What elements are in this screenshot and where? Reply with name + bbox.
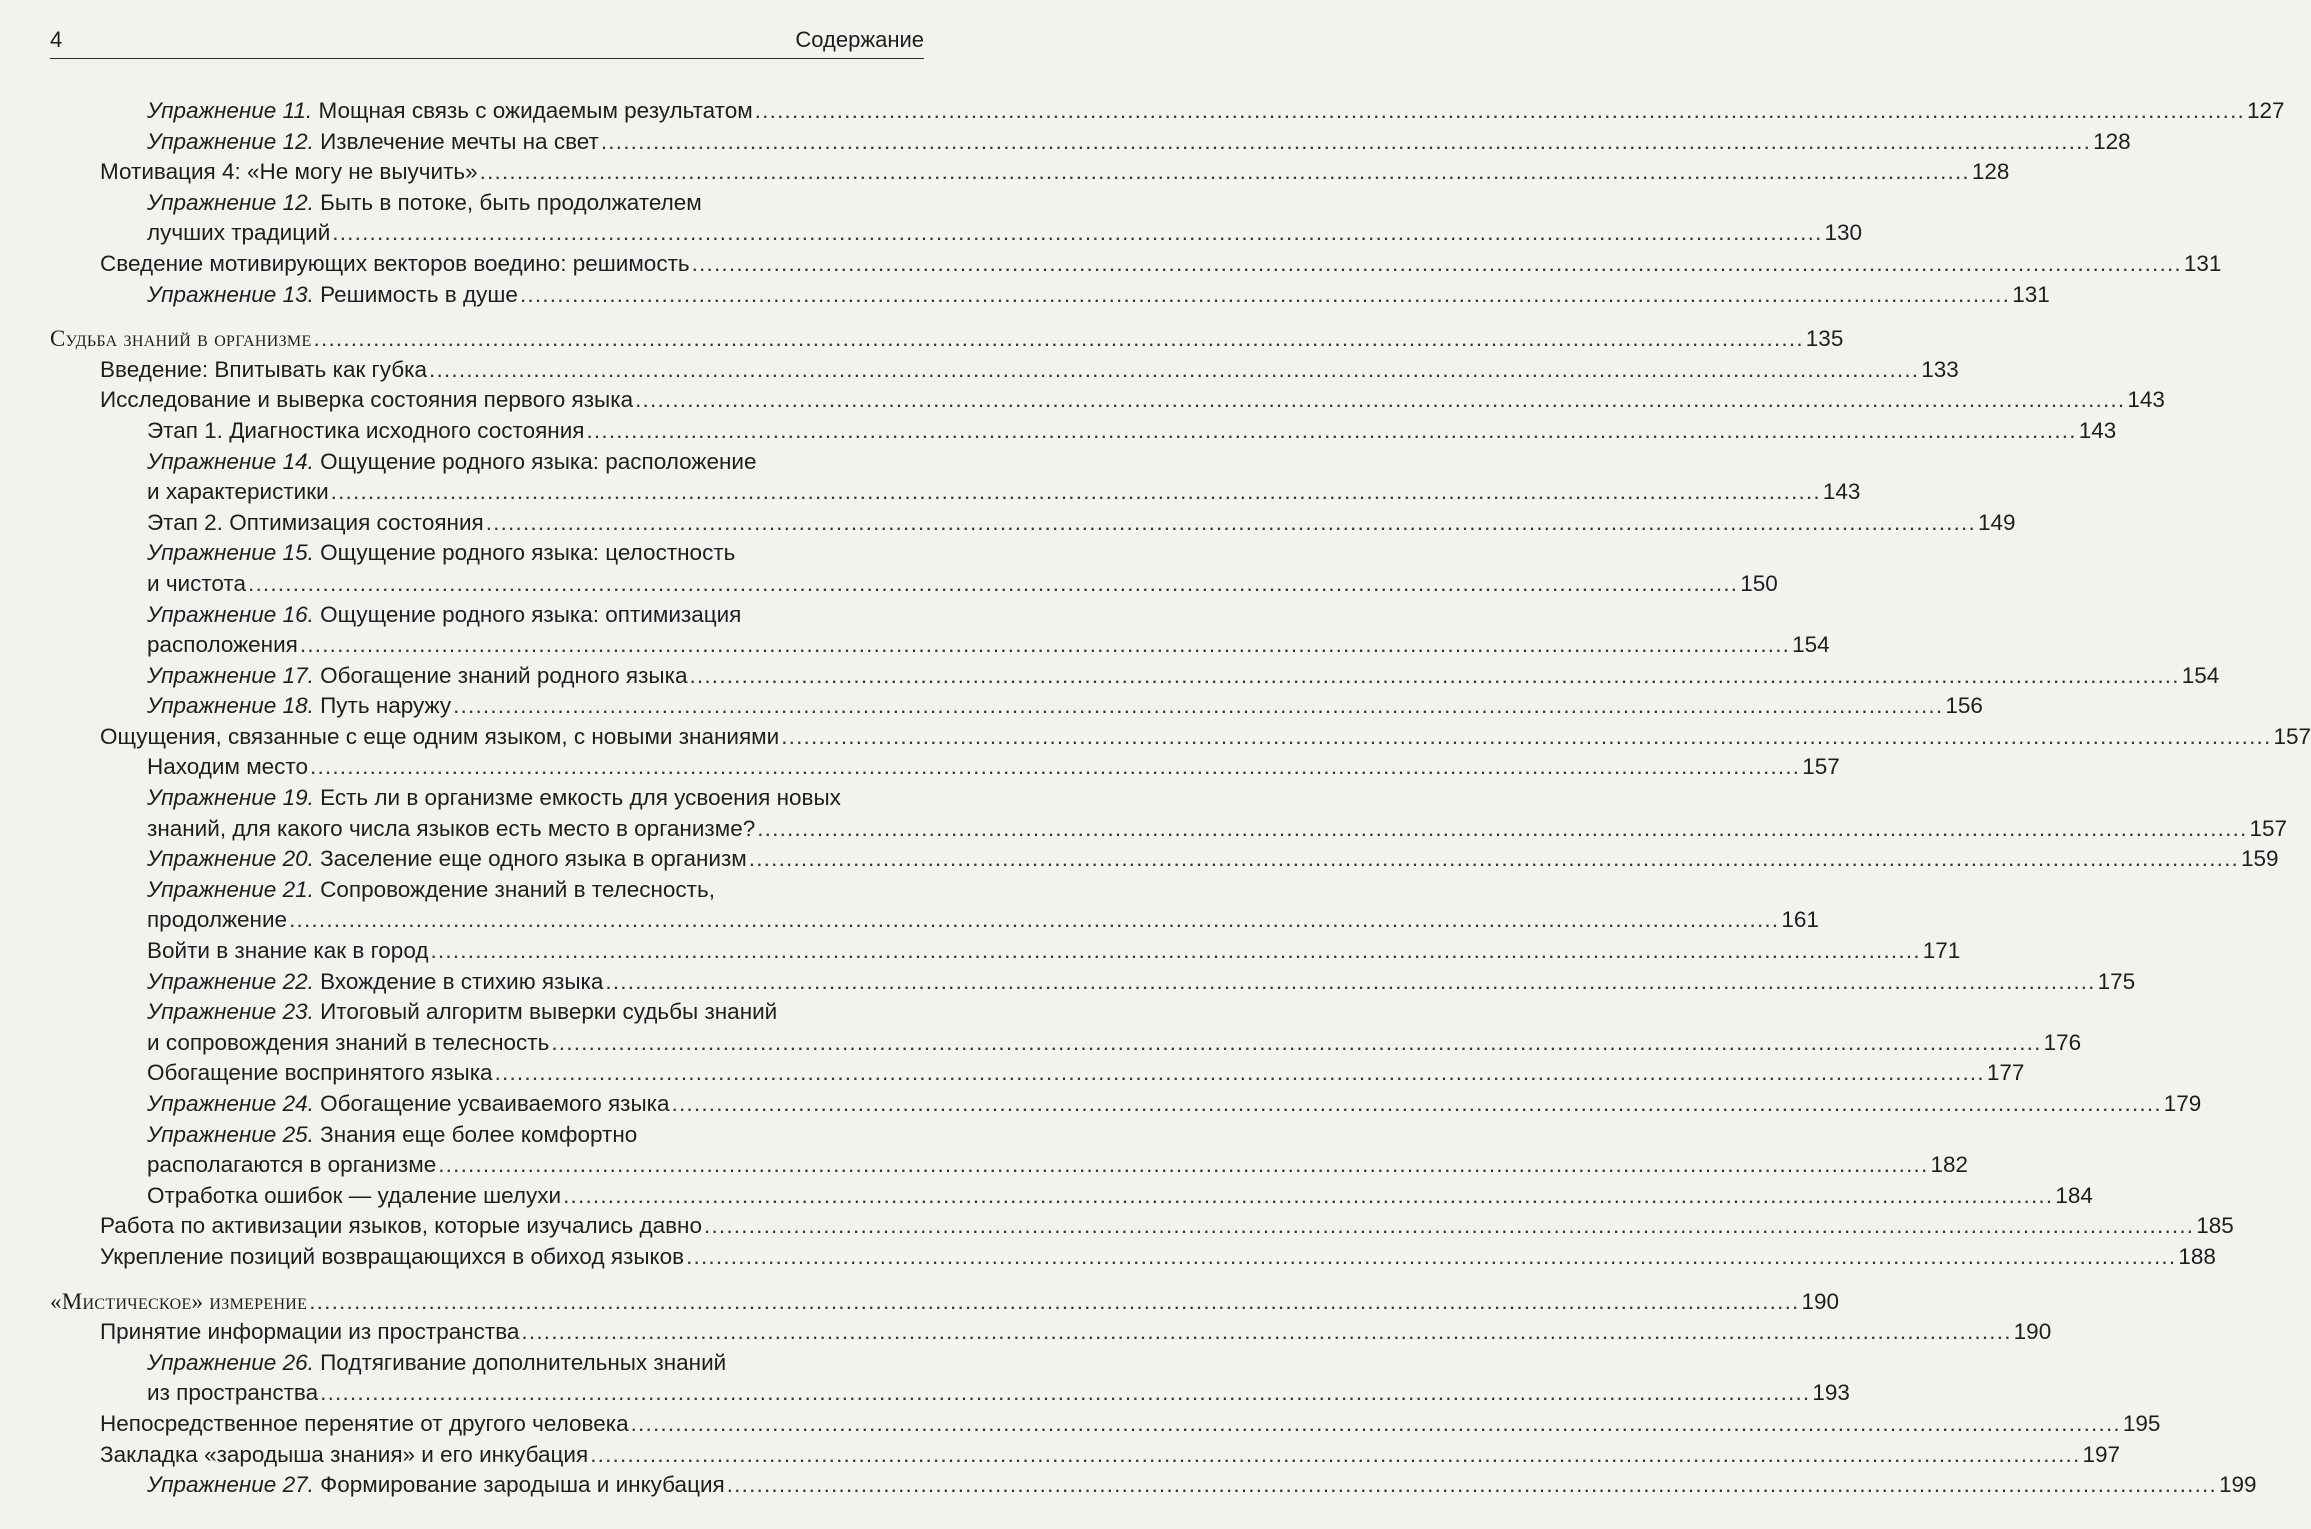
entry-title: Путь наружу: [320, 693, 452, 719]
toc-entry: [50, 1242, 2216, 1273]
dot-leader: ........................................................................................................................................................................................................: [748, 846, 2240, 872]
toc-page-number: 131: [2012, 281, 2050, 307]
toc-entry: [50, 188, 924, 219]
toc-entry-text: [147, 569, 246, 600]
toc-entry-text: [147, 967, 603, 998]
exercise-label: Упражнение 12.: [147, 128, 314, 154]
dot-leader: ........................................................................................................................................................................................................: [754, 98, 2245, 123]
dot-leader: ........................................................................................................................................................................................................: [289, 907, 1780, 933]
toc-entry-text: [147, 936, 428, 967]
exercise-label: Упражнение 21.: [147, 876, 314, 902]
entry-title: Непосредственное перенятие от другого человека: [100, 1410, 629, 1436]
dot-leader: ........................................................................................................................................................................................................: [519, 281, 2011, 307]
toc-page-number: 128: [2093, 128, 2131, 154]
toc-entry-text: [147, 218, 330, 249]
dot-leader: ........................................................................................................................................................................................................: [309, 1288, 1800, 1314]
toc-entry: [50, 967, 2136, 998]
toc-page-number: 154: [1792, 632, 1830, 658]
dot-leader: ........................................................................................................................................................................................................: [686, 1243, 2177, 1269]
entry-title: Обогащение усваиваемого языка: [320, 1091, 670, 1116]
entry-title: располагаются в организме: [147, 1152, 437, 1178]
toc-entry-text: [147, 997, 777, 1028]
toc-page-number: 133: [1921, 356, 1959, 382]
toc-entry-text: [147, 1089, 670, 1120]
entry-title: Этап 1. Диагностика исходного состояния: [147, 417, 585, 443]
dot-leader: ........................................................................................................................................................................................................: [689, 662, 2180, 688]
dot-leader: ........................................................................................................................................................................................................: [430, 938, 1921, 964]
dot-leader: ........................................................................................................................................................................................................: [726, 1472, 2217, 1498]
exercise-label: Упражнение 16.: [147, 601, 314, 627]
toc-entry: [50, 752, 1840, 783]
toc-entry-text: [147, 600, 741, 631]
toc-page-number: 175: [2097, 968, 2136, 994]
toc-page-number: 193: [1812, 1380, 1850, 1406]
entry-title: Судьба знаний в организме: [50, 326, 312, 352]
toc-entry: [50, 508, 2016, 539]
toc-entry-text: [147, 416, 584, 447]
toc-page-number: 150: [1740, 570, 1778, 596]
toc-entry: [50, 905, 1819, 936]
entry-title: Вхождение в стихию языка: [320, 968, 604, 994]
dot-leader: ........................................................................................................................................................................................................: [494, 1060, 1985, 1086]
exercise-label: Упражнение 14.: [147, 448, 314, 474]
toc-entry: [50, 280, 2050, 311]
entry-title: Обогащение знаний родного языка: [320, 662, 688, 688]
entry-title: и сопровождения знаний в телесность: [147, 1029, 550, 1055]
toc-page-number: 149: [1977, 509, 2016, 535]
entry-title: Исследование и выверка состояния первого языка: [100, 387, 634, 413]
toc-page-number: 184: [2055, 1182, 2093, 1208]
toc-entry-text: [50, 1287, 307, 1318]
entry-title: продолжение: [147, 907, 288, 933]
toc-entry: [50, 936, 1961, 967]
entry-title: знаний, для какого числа языков есть место в организме?: [147, 815, 756, 841]
entry-title: и чистота: [147, 570, 246, 596]
exercise-label: Упражнение 15.: [147, 540, 314, 566]
entry-title: Войти в знание как в город: [147, 938, 429, 964]
toc-entry: [50, 783, 924, 814]
entry-title: Мощная связь с ожидаемым результатом: [318, 98, 753, 123]
toc-entry-text: [147, 127, 599, 158]
entry-title: Ощущения, связанные с еще одним языком, с новыми знаниями: [100, 723, 780, 749]
dot-leader: ........................................................................................................................................................................................................: [671, 1091, 2162, 1116]
dot-leader: ........................................................................................................................................................................................................: [630, 1410, 2121, 1436]
toc-entry-text: [147, 875, 715, 906]
dot-leader: ........................................................................................................................................................................................................: [551, 1029, 2042, 1055]
dot-leader: ........................................................................................................................................................................................................: [757, 815, 2248, 841]
toc-page-number: 127: [2246, 98, 2285, 123]
entry-title: Введение: Впитывать как губка: [100, 356, 428, 382]
dot-leader: ........................................................................................................................................................................................................: [248, 570, 1739, 596]
toc-page-number: 161: [1781, 907, 1819, 933]
toc-entry-text: [100, 1211, 702, 1242]
running-header: [50, 22, 924, 59]
toc-entry: [50, 355, 1959, 386]
toc-entry-text: [147, 280, 518, 311]
toc-entry-text: [147, 814, 755, 845]
entry-title: Ощущение родного языка: оптимизация: [320, 601, 742, 627]
exercise-label: Упражнение 27.: [147, 1472, 314, 1498]
toc-entry: [50, 1378, 1850, 1409]
toc-entry-text: [147, 783, 841, 814]
entry-title: Отработка ошибок — удаление шелухи: [147, 1182, 562, 1208]
dot-leader: ........................................................................................................................................................................................................: [479, 159, 1970, 185]
dot-leader: ........................................................................................................................................................................................................: [320, 1380, 1811, 1406]
dot-leader: ........................................................................................................................................................................................................: [600, 128, 2092, 154]
toc-entry: [50, 661, 2220, 692]
toc-page-number: 176: [2043, 1029, 2082, 1055]
entry-title: Формирование зародыша и инкубация: [320, 1472, 725, 1498]
toc-entry-text: [147, 538, 735, 569]
toc-entry: [50, 1470, 2257, 1501]
toc-entry-text: [50, 324, 312, 355]
toc-entry: [50, 1317, 2052, 1348]
toc-entry: [50, 722, 2311, 753]
toc-entry-text: [147, 752, 308, 783]
exercise-label: Упражнение 12.: [147, 189, 314, 215]
entry-title: из пространства: [147, 1380, 319, 1406]
dot-leader: ........................................................................................................................................................................................................: [635, 387, 2126, 413]
dot-leader: ........................................................................................................................................................................................................: [453, 693, 1944, 719]
toc-entry-text: [100, 1317, 519, 1348]
toc-page-number: 143: [2078, 417, 2117, 443]
toc-entry-text: [147, 661, 687, 692]
toc-entry: [50, 1440, 2120, 1471]
dot-leader: ........................................................................................................................................................................................................: [586, 417, 2077, 443]
dot-leader: ........................................................................................................................................................................................................: [330, 479, 1821, 505]
exercise-label: Упражнение 26.: [147, 1349, 314, 1375]
entry-title: Ощущение родного языка: целостность: [320, 540, 736, 566]
toc-entry-text: [100, 385, 633, 416]
toc-page-number: 157: [2249, 815, 2288, 841]
exercise-label: Упражнение 17.: [147, 662, 314, 688]
exercise-label: Упражнение 13.: [147, 281, 314, 307]
toc-entry: [50, 1028, 2082, 1059]
dot-leader: ........................................................................................................................................................................................................: [310, 754, 1801, 780]
toc-page-number: 156: [1945, 693, 1983, 719]
exercise-label: Упражнение 25.: [147, 1121, 314, 1147]
entry-title: расположения: [147, 632, 298, 658]
running-title: Содержание: [795, 27, 924, 52]
toc-entry: [50, 447, 924, 478]
entry-title: Быть в потоке, быть продолжателем: [320, 189, 702, 215]
exercise-label: Упражнение 19.: [147, 785, 314, 811]
toc-entry-text: [147, 630, 298, 661]
toc-entry-text: [100, 1440, 588, 1471]
toc-entry: [50, 1089, 2202, 1120]
toc-entry: [50, 1150, 1969, 1181]
exercise-label: Упражнение 22.: [147, 968, 314, 994]
toc-entry-text: [147, 905, 287, 936]
entry-title: Сопровождение знаний в телесность,: [320, 876, 715, 902]
toc-page-number: 130: [1824, 220, 1863, 246]
toc-entry-text: [147, 691, 451, 722]
entry-title: «Мистическое» измерение: [50, 1288, 308, 1314]
entry-title: Находим место: [147, 754, 308, 780]
toc-entry-text: [147, 96, 753, 127]
toc-entry: [50, 875, 924, 906]
entry-title: лучших традиций: [147, 220, 331, 246]
toc-page-number: 157: [2273, 723, 2311, 749]
entry-title: Подтягивание дополнительных знаний: [320, 1349, 727, 1375]
toc-page-number: 159: [2241, 846, 2279, 872]
toc-entry: [50, 1409, 2161, 1440]
entry-title: Принятие информации из пространства: [100, 1319, 520, 1345]
exercise-label: Упражнение 18.: [147, 693, 314, 719]
entry-title: Ощущение родного языка: расположение: [320, 448, 757, 474]
toc-entry: [50, 1181, 2093, 1212]
toc-entry-text: [147, 508, 484, 539]
toc-entry: [50, 477, 1861, 508]
dot-leader: ........................................................................................................................................................................................................: [438, 1152, 1929, 1178]
toc-page-number: 179: [2163, 1091, 2202, 1116]
entry-title: Закладка «зародыша знания» и его инкубация: [100, 1441, 589, 1467]
dot-leader: ........................................................................................................................................................................................................: [605, 968, 2096, 994]
toc-entry: [50, 1058, 2025, 1089]
toc-entry-text: [147, 447, 756, 478]
entry-title: Итоговый алгоритм выверки судьбы знаний: [320, 999, 778, 1025]
toc-entry: [50, 249, 2222, 280]
toc-entry-text: [147, 1028, 549, 1059]
toc-entry-text: [147, 1058, 493, 1089]
dot-leader: ........................................................................................................................................................................................................: [590, 1441, 2081, 1467]
toc-page-number: 188: [2178, 1243, 2216, 1269]
toc-entry: [50, 1120, 924, 1151]
toc-entry: [50, 218, 1863, 249]
exercise-label: Упражнение 24.: [147, 1091, 314, 1116]
entry-title: Есть ли в организме емкость для усвоения новых: [320, 785, 841, 811]
dot-leader: ........................................................................................................................................................................................................: [563, 1182, 2054, 1208]
toc-entry: [50, 844, 2279, 875]
entry-title: Этап 2. Оптимизация состояния: [147, 509, 484, 535]
toc-page-number: 171: [1922, 938, 1961, 964]
toc-entry: [50, 538, 924, 569]
toc-page-number: 182: [1930, 1152, 1969, 1178]
toc-page-number: 190: [1801, 1288, 1840, 1314]
page-number: 4: [50, 27, 63, 52]
toc-entry-text: [100, 249, 690, 280]
entry-title: Знания еще более комфортно: [320, 1121, 638, 1147]
toc-page-number: 143: [1822, 479, 1861, 505]
toc-entry: [50, 416, 2117, 447]
toc-entry-text: [100, 157, 478, 188]
toc-section-entry: [50, 324, 1844, 355]
toc-entry: [50, 569, 1778, 600]
entry-title: Мотивация 4: «Не могу не выучить»: [100, 159, 478, 185]
entry-title: Обогащение воспринятого языка: [147, 1060, 493, 1086]
dot-leader: ........................................................................................................................................................................................................: [299, 632, 1791, 658]
toc-entry: [50, 157, 2010, 188]
toc-page-number: 199: [2218, 1472, 2257, 1498]
dot-leader: ........................................................................................................................................................................................................: [781, 723, 2272, 749]
toc-entry: [50, 127, 2131, 158]
toc-page-number: 157: [1802, 754, 1840, 780]
toc-page-number: 131: [2183, 250, 2222, 276]
toc-entry-text: [147, 1348, 726, 1379]
toc-page-number: 143: [2127, 387, 2165, 413]
toc-entry: [50, 1211, 2234, 1242]
dot-leader: ........................................................................................................................................................................................................: [485, 509, 1976, 535]
entry-title: Работа по активизации языков, которые изучались давно: [100, 1213, 702, 1239]
toc-entry-text: [100, 1242, 684, 1273]
entry-title: Извлечение мечты на свет: [320, 128, 599, 154]
toc-page-number: 128: [1971, 159, 2010, 185]
entry-title: Заселение еще одного языка в организм: [320, 846, 747, 872]
toc-entry-text: [147, 1120, 637, 1151]
toc-page-number: 185: [2196, 1213, 2234, 1239]
toc-entry: [50, 630, 1830, 661]
toc-entry-text: [147, 477, 329, 508]
entry-title: и характеристики: [147, 479, 329, 505]
toc-entry: [50, 600, 924, 631]
dot-leader: ........................................................................................................................................................................................................: [429, 356, 1920, 382]
toc-page-number: 197: [2082, 1441, 2120, 1467]
toc-entry: [50, 385, 2165, 416]
entry-title: Сведение мотивирующих векторов воедино: решимость: [100, 250, 690, 276]
dot-leader: ........................................................................................................................................................................................................: [691, 250, 2182, 276]
exercise-label: Упражнение 23.: [147, 999, 314, 1025]
toc-entry: [50, 1348, 924, 1379]
exercise-label: Упражнение 11.: [147, 98, 313, 123]
toc-entry-text: [100, 1409, 629, 1440]
dot-leader: ........................................................................................................................................................................................................: [521, 1319, 2012, 1345]
toc-page-number: 190: [2013, 1319, 2052, 1345]
toc-page-number: 154: [2181, 662, 2220, 688]
toc-entry-text: [147, 1150, 436, 1181]
toc-entry-text: [100, 355, 427, 386]
dot-leader: ........................................................................................................................................................................................................: [704, 1213, 2195, 1239]
toc-entry-text: [147, 844, 747, 875]
toc-entry-text: [100, 722, 779, 753]
dot-leader: ........................................................................................................................................................................................................: [313, 326, 1804, 352]
toc-entry-text: [147, 188, 702, 219]
exercise-label: Упражнение 20.: [147, 846, 314, 872]
toc-entry-text: [147, 1378, 318, 1409]
entry-title: Укрепление позиций возвращающихся в обиход языков: [100, 1243, 685, 1269]
toc-entry: [50, 814, 2288, 845]
toc-page-number: 177: [1986, 1060, 2025, 1086]
toc-page-number: 135: [1805, 326, 1844, 352]
toc-entry-text: [147, 1181, 561, 1212]
toc-entry: [50, 997, 924, 1028]
toc-entry: [50, 691, 1983, 722]
toc-page-number: 195: [2122, 1410, 2161, 1436]
toc-entry: [50, 96, 2285, 127]
toc-entry-text: [147, 1470, 725, 1501]
toc-section-entry: [50, 1287, 1840, 1318]
table-of-contents: [50, 96, 2311, 1501]
dot-leader: ........................................................................................................................................................................................................: [332, 220, 1823, 246]
entry-title: Решимость в душе: [320, 281, 518, 307]
